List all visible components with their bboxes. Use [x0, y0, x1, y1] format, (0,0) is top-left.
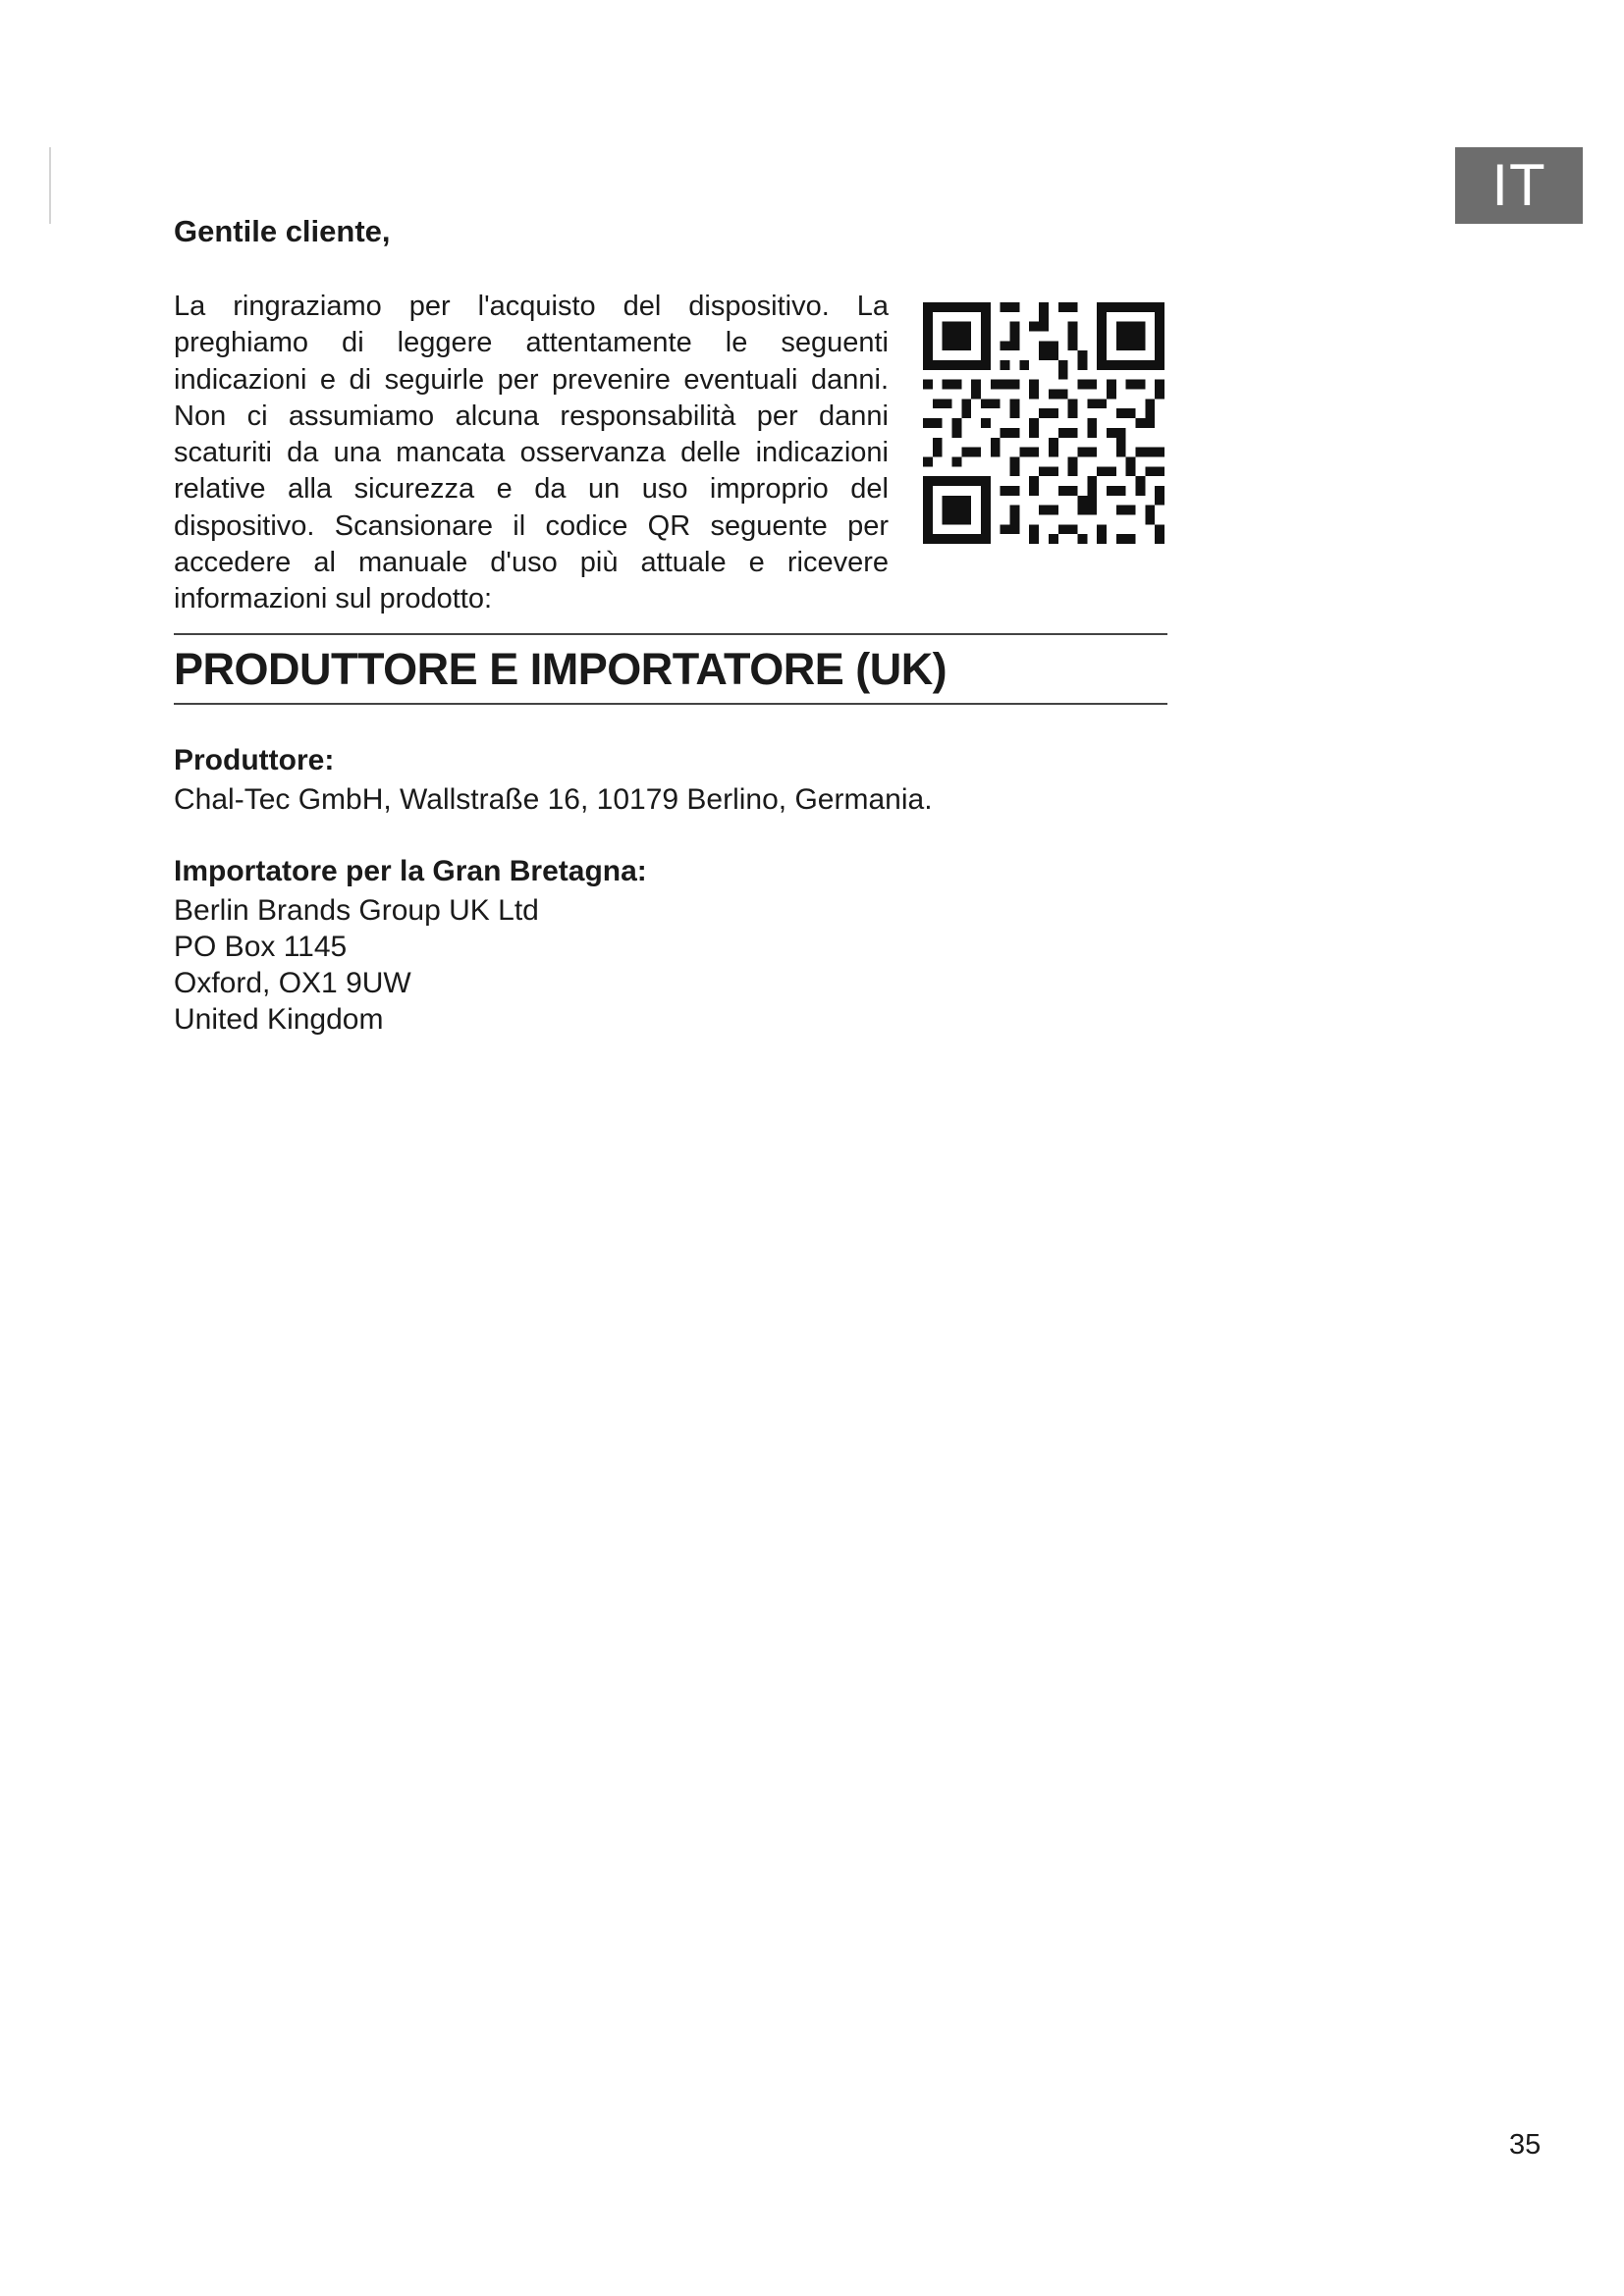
intro-paragraph: La ringraziamo per l'acquisto del dispositivo. La preghiamo di leggere attentamente le seguenti indicazioni e di seguirle per prevenire eventuali danni. Non ci assumiamo alcuna responsabilità per danni scaturiti da una mancata osservanza delle indicazioni relative alla sicurezza e da un uso improprio del dispositivo. Scansionare il codice QR seguente per accedere al manuale d'uso più attuale e ricevere informazioni sul prodotto: [174, 291, 889, 615]
importer-address-line: Berlin Brands Group UK Ltd [174, 894, 539, 927]
section-title: PRODUTTORE E IMPORTATORE (UK) [174, 644, 947, 694]
section-rule-top [174, 633, 1167, 635]
importer-address-line: United Kingdom [174, 1003, 384, 1036]
language-badge: IT [1455, 147, 1583, 224]
section-rule-bottom [174, 703, 1167, 705]
page-number: 35 [1509, 2129, 1542, 2161]
importer-label: Importatore per la Gran Bretagna: [174, 855, 647, 887]
margin-rule [49, 147, 51, 224]
producer-label: Produttore: [174, 744, 335, 776]
producer-address: Chal-Tec GmbH, Wallstraße 16, 10179 Berlino, Germania. [174, 783, 933, 816]
qr-code[interactable] [923, 302, 1164, 544]
importer-address-line: Oxford, OX1 9UW [174, 967, 411, 999]
importer-address-line: PO Box 1145 [174, 931, 348, 963]
greeting: Gentile cliente, [174, 214, 391, 248]
